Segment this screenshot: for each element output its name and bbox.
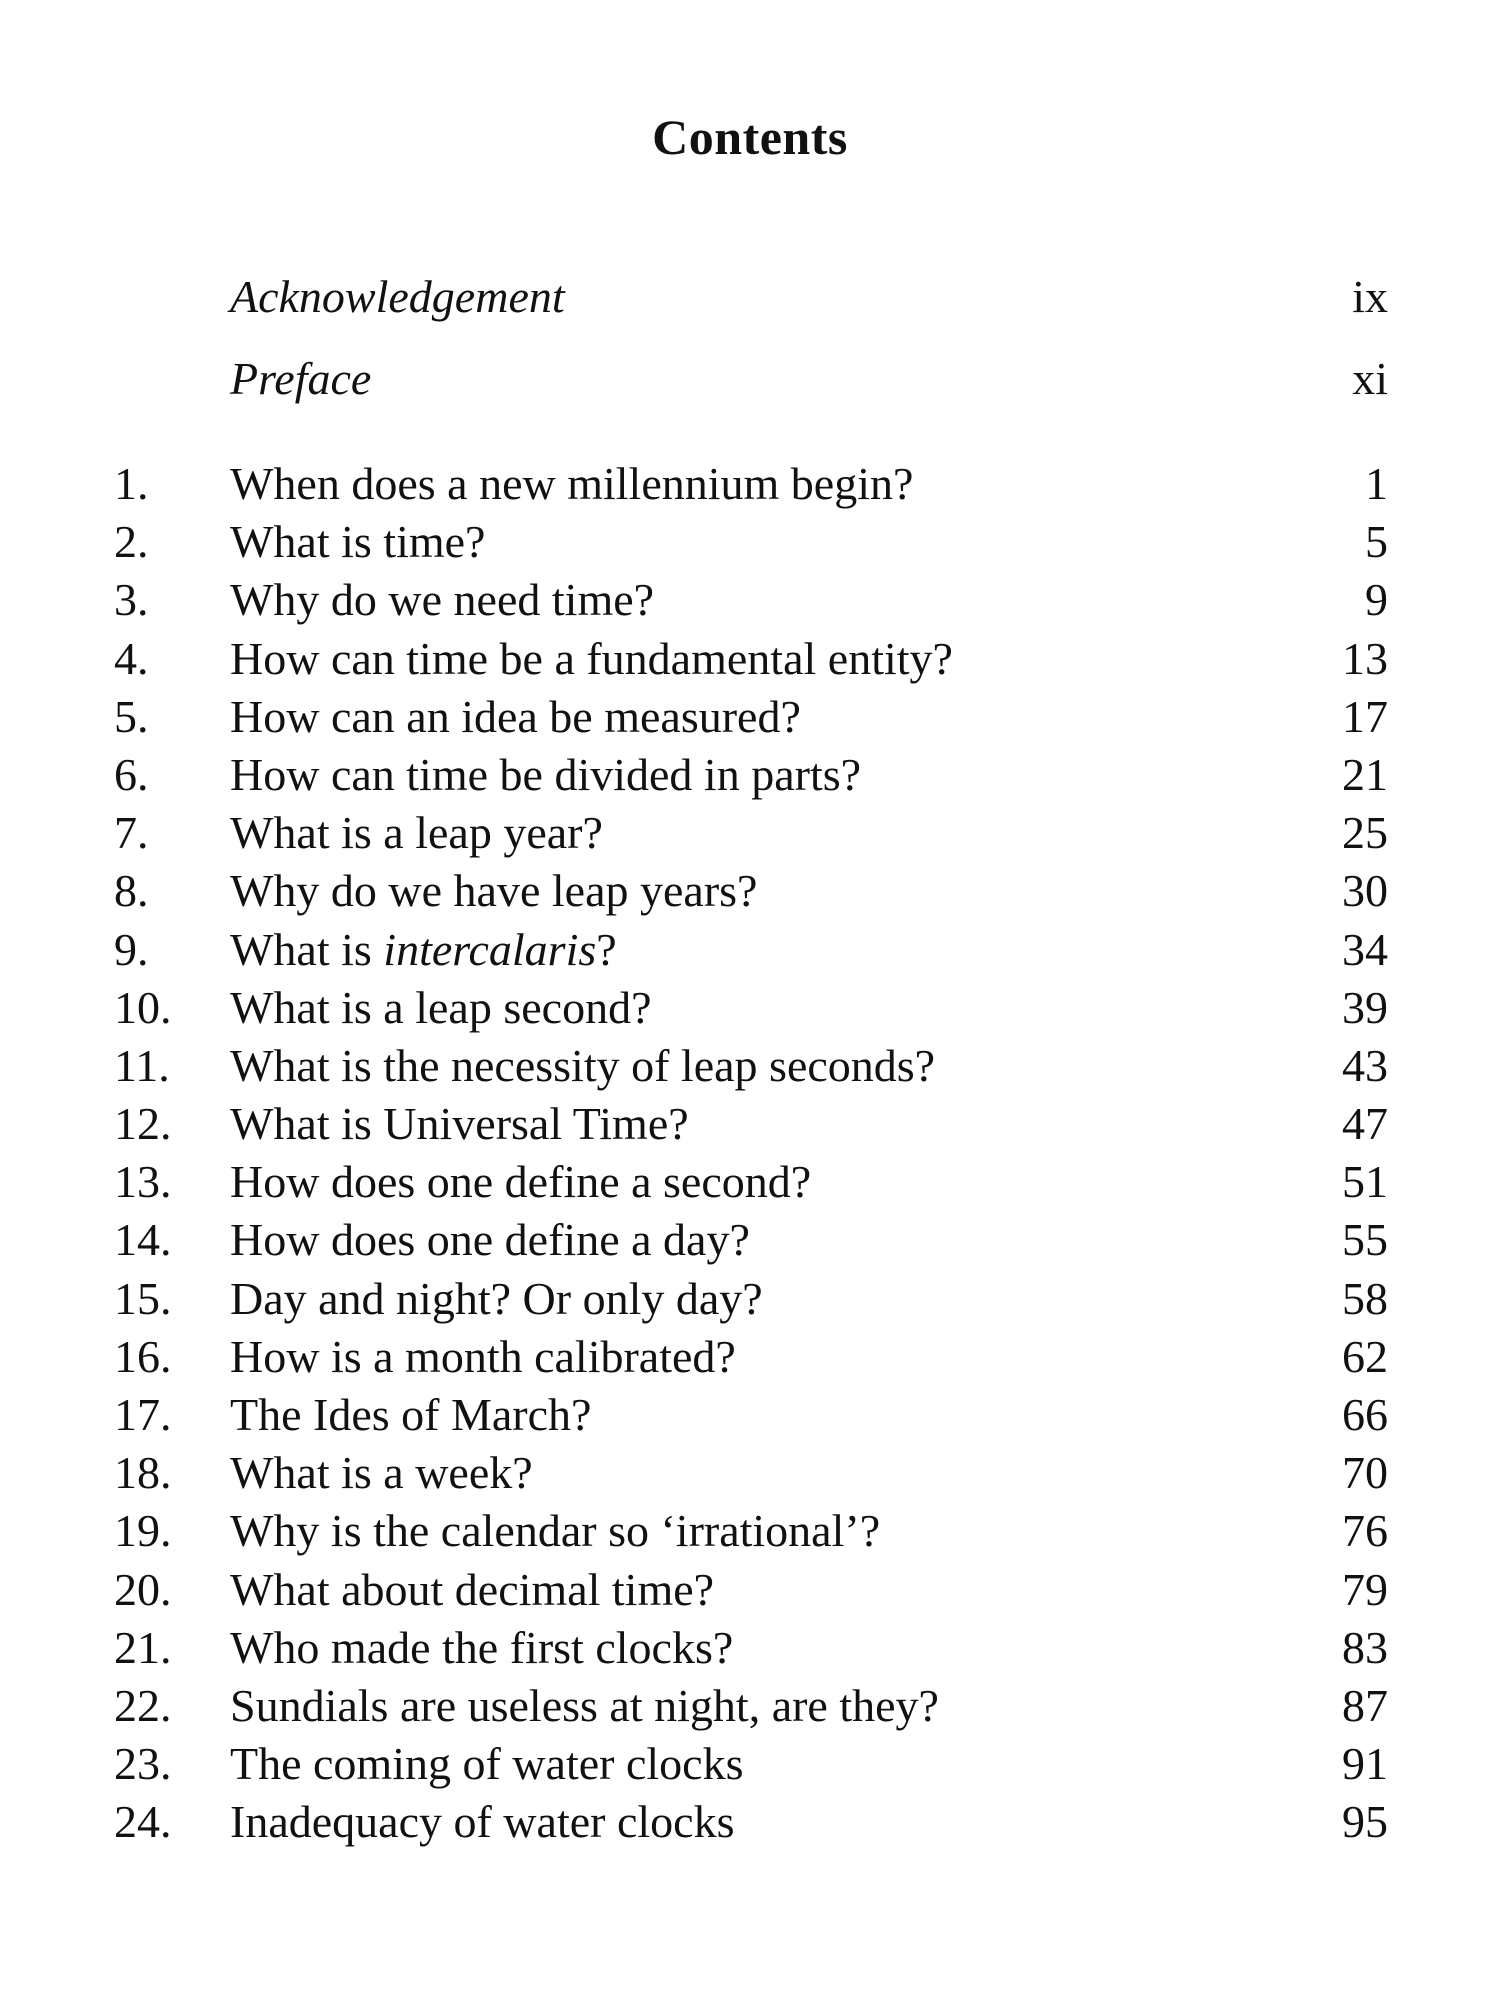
- chapter-number: 23.: [114, 1738, 172, 1790]
- toc-entry: [0, 1211, 1500, 1269]
- chapter-number: 21.: [114, 1621, 172, 1673]
- chapter-title: The Ides of March?: [230, 1389, 592, 1440]
- chapter-title: What is Universal Time?: [230, 1098, 689, 1150]
- chapter-page: 34: [1342, 923, 1388, 975]
- chapter-number: 4.: [114, 632, 149, 684]
- chapter-number: 6.: [114, 748, 149, 800]
- chapter-number: 9.: [114, 923, 149, 975]
- chapter-list: [0, 455, 1500, 1852]
- chapter-page: 87: [1342, 1679, 1388, 1731]
- chapter-title: Inadequacy of water clocks: [230, 1796, 735, 1848]
- chapter-page: 91: [1342, 1738, 1388, 1790]
- chapter-number: 3.: [114, 574, 149, 626]
- chapter-page: 1: [1365, 458, 1388, 509]
- chapter-title: Sundials are useless at night, are they?: [230, 1679, 939, 1731]
- chapter-title-italic: intercalaris: [383, 923, 597, 975]
- chapter-page: 47: [1342, 1098, 1388, 1150]
- front-matter-page: xi: [1352, 353, 1388, 404]
- chapter-title-prefix: What is: [230, 923, 384, 975]
- chapter-title: How does one define a second?: [230, 1156, 812, 1208]
- toc-entry: [0, 1270, 1500, 1328]
- chapter-number: 13.: [114, 1156, 172, 1208]
- toc-entry: [0, 1502, 1500, 1560]
- chapter-title: The coming of water clocks: [230, 1738, 744, 1790]
- chapter-title: How can time be divided in parts?: [230, 748, 862, 800]
- chapter-page: 9: [1365, 574, 1388, 626]
- chapter-page: 66: [1342, 1389, 1388, 1440]
- front-matter-preface: [0, 352, 1500, 412]
- chapter-number: 19.: [114, 1505, 172, 1557]
- toc-entry: [0, 1153, 1500, 1211]
- chapter-page: 21: [1342, 748, 1388, 800]
- chapter-title: How can an idea be measured?: [230, 690, 801, 742]
- chapter-number: 1.: [114, 458, 149, 509]
- chapter-title: What about decimal time?: [230, 1563, 715, 1615]
- chapter-page: 25: [1342, 807, 1388, 859]
- chapter-number: 8.: [114, 865, 149, 917]
- chapter-page: 79: [1342, 1563, 1388, 1615]
- chapter-title: What is a leap second?: [230, 981, 652, 1033]
- chapter-page: 83: [1342, 1621, 1388, 1673]
- toc-entry: [0, 1328, 1500, 1386]
- front-matter-title: Preface: [230, 353, 372, 404]
- toc-entry: [0, 1386, 1500, 1444]
- chapter-page: 17: [1342, 690, 1388, 742]
- toc-entry: [0, 1444, 1500, 1502]
- chapter-number: 5.: [114, 690, 149, 742]
- toc-entry: [0, 455, 1500, 513]
- chapter-title: Who made the first clocks?: [230, 1621, 734, 1673]
- chapter-page: 58: [1342, 1272, 1388, 1324]
- chapter-title: Day and night? Or only day?: [230, 1272, 763, 1324]
- toc-entry: [0, 1095, 1500, 1153]
- toc-entry: [0, 630, 1500, 688]
- chapter-title: Why do we have leap years?: [230, 865, 758, 917]
- toc-entry: [0, 804, 1500, 862]
- chapter-number: 12.: [114, 1098, 172, 1150]
- page-title: Contents: [652, 109, 848, 165]
- toc-entry: [0, 1735, 1500, 1793]
- chapter-page: 51: [1342, 1156, 1388, 1208]
- chapter-title: What is time?: [230, 516, 486, 568]
- toc-entry: [0, 1793, 1500, 1851]
- chapter-number: 14.: [114, 1214, 172, 1266]
- chapter-number: 18.: [114, 1447, 172, 1499]
- chapter-number: 17.: [114, 1389, 172, 1440]
- chapter-page: 43: [1342, 1039, 1388, 1091]
- chapter-page: 13: [1342, 632, 1388, 684]
- chapter-number: 16.: [114, 1330, 172, 1382]
- chapter-title: How can time be a fundamental entity?: [230, 632, 953, 684]
- toc-entry: [0, 979, 1500, 1037]
- chapter-page: 55: [1342, 1214, 1388, 1266]
- chapter-page: 62: [1342, 1330, 1388, 1382]
- chapter-number: 24.: [114, 1796, 172, 1848]
- chapter-title-suffix: ?: [596, 923, 617, 975]
- chapter-title: Why is the calendar so ‘irrational’?: [230, 1505, 881, 1557]
- chapter-title: When does a new millennium begin?: [230, 458, 914, 509]
- front-matter-title: Acknowledgement: [230, 271, 565, 322]
- chapter-title: What is a leap year?: [230, 807, 603, 859]
- chapter-page: 70: [1342, 1447, 1388, 1499]
- chapter-title: How is a month calibrated?: [230, 1330, 736, 1382]
- chapter-number: 22.: [114, 1679, 172, 1731]
- toc-entry: [0, 862, 1500, 920]
- front-matter-page: ix: [1352, 271, 1388, 322]
- toc-entry: [0, 571, 1500, 629]
- chapter-page: 95: [1342, 1796, 1388, 1848]
- chapter-title: Why do we need time?: [230, 574, 655, 626]
- chapter-number: 15.: [114, 1272, 172, 1324]
- chapter-title: What is the necessity of leap seconds?: [230, 1039, 936, 1091]
- toc-entry: [0, 746, 1500, 804]
- toc-entry: [0, 921, 1500, 979]
- chapter-number: 7.: [114, 807, 149, 859]
- chapter-page: 76: [1342, 1505, 1388, 1557]
- chapter-number: 2.: [114, 516, 149, 568]
- chapter-page: 30: [1342, 865, 1388, 917]
- toc-entry: [0, 513, 1500, 571]
- chapter-number: 11.: [114, 1039, 170, 1091]
- chapter-page: 39: [1342, 981, 1388, 1033]
- chapter-number: 20.: [114, 1563, 172, 1615]
- chapter-title: What is a week?: [230, 1447, 533, 1499]
- chapter-title: How does one define a day?: [230, 1214, 750, 1266]
- chapter-title: [230, 921, 617, 979]
- toc-entry: [0, 1677, 1500, 1735]
- chapter-page: 5: [1365, 516, 1388, 568]
- toc-entry: [0, 688, 1500, 746]
- toc-entry: [0, 1037, 1500, 1095]
- toc-entry: [0, 1619, 1500, 1677]
- front-matter-acknowledgement: [0, 270, 1500, 330]
- toc-entry: [0, 1561, 1500, 1619]
- chapter-number: 10.: [114, 981, 172, 1033]
